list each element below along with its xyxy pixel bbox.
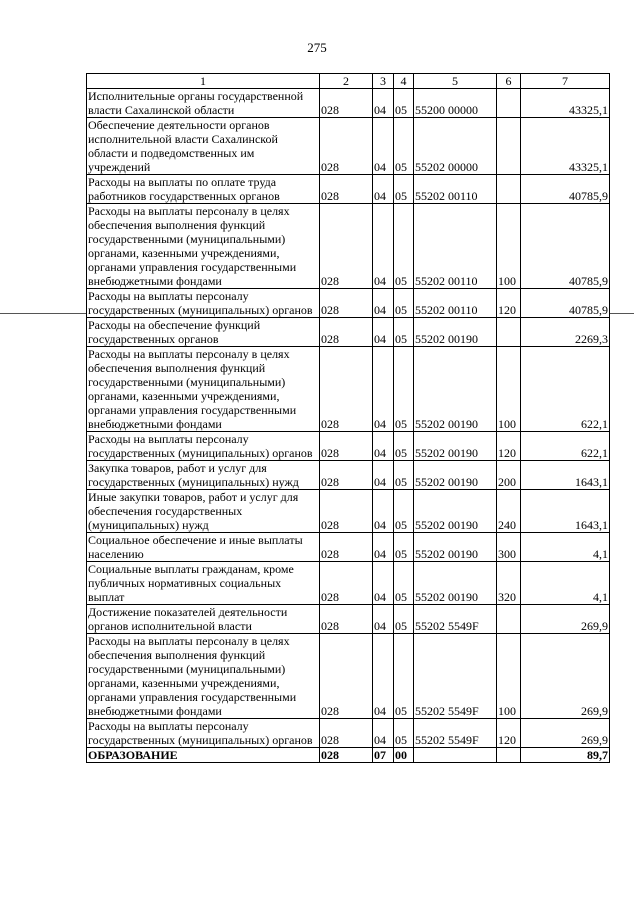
row-sum-cell: 2269,3 (521, 318, 610, 347)
table-row (87, 289, 610, 318)
row-csr-cell: 55202 00190 (414, 533, 497, 562)
row-pr-cell: 05 (394, 289, 414, 318)
row-rz-cell: 04 (373, 562, 394, 605)
scan-line-left (0, 313, 86, 314)
row-name-cell: Расходы на выплаты персоналу в целях обеспечения выполнения функций государственными (муниципальными) органами, казенными учреждениями, органами управления государственными внебюджетными фондами (87, 204, 320, 289)
row-rz-cell: 04 (373, 461, 394, 490)
row-gr-cell: 028 (320, 719, 373, 748)
row-rz-cell: 04 (373, 634, 394, 719)
row-sum-cell: 43325,1 (521, 89, 610, 118)
table-row (87, 89, 610, 118)
row-vr-cell: 320 (497, 562, 521, 605)
row-sum-cell: 1643,1 (521, 490, 610, 533)
table-row (87, 533, 610, 562)
header-cell: 7 (521, 74, 610, 89)
row-pr-cell: 05 (394, 634, 414, 719)
row-csr-cell: 55202 5549F (414, 634, 497, 719)
table-row (87, 605, 610, 634)
row-gr-cell: 028 (320, 432, 373, 461)
row-csr-cell: 55202 00190 (414, 432, 497, 461)
row-rz-cell: 07 (373, 748, 394, 763)
row-vr-cell: 100 (497, 347, 521, 432)
row-vr-cell (497, 118, 521, 175)
row-csr-cell: 55200 00000 (414, 89, 497, 118)
header-cell: 5 (414, 74, 497, 89)
row-csr-cell: 55202 00000 (414, 118, 497, 175)
row-vr-cell: 120 (497, 719, 521, 748)
row-rz-cell: 04 (373, 432, 394, 461)
row-vr-cell (497, 89, 521, 118)
row-vr-cell: 240 (497, 490, 521, 533)
row-vr-cell: 200 (497, 461, 521, 490)
row-pr-cell: 00 (394, 748, 414, 763)
row-name-cell: Расходы на выплаты персоналу государственных (муниципальных) органов (87, 432, 320, 461)
row-pr-cell: 05 (394, 432, 414, 461)
table-body (87, 89, 610, 763)
row-gr-cell: 028 (320, 634, 373, 719)
row-rz-cell: 04 (373, 605, 394, 634)
row-gr-cell: 028 (320, 748, 373, 763)
row-pr-cell: 05 (394, 461, 414, 490)
row-sum-cell: 269,9 (521, 605, 610, 634)
row-rz-cell: 04 (373, 89, 394, 118)
row-rz-cell: 04 (373, 719, 394, 748)
row-rz-cell: 04 (373, 289, 394, 318)
row-sum-cell: 269,9 (521, 634, 610, 719)
row-gr-cell: 028 (320, 89, 373, 118)
row-name-cell: Достижение показателей деятельности органов исполнительной власти (87, 605, 320, 634)
row-vr-cell: 120 (497, 432, 521, 461)
row-sum-cell: 40785,9 (521, 204, 610, 289)
row-pr-cell: 05 (394, 347, 414, 432)
table-row (87, 719, 610, 748)
row-csr-cell (414, 748, 497, 763)
row-csr-cell: 55202 00110 (414, 289, 497, 318)
row-csr-cell: 55202 00190 (414, 461, 497, 490)
row-name-cell: Закупка товаров, работ и услуг для государственных (муниципальных) нужд (87, 461, 320, 490)
row-vr-cell (497, 748, 521, 763)
table-row (87, 318, 610, 347)
row-csr-cell: 55202 5549F (414, 719, 497, 748)
page-number: 275 (307, 40, 327, 55)
row-gr-cell: 028 (320, 461, 373, 490)
row-csr-cell: 55202 00190 (414, 318, 497, 347)
row-gr-cell: 028 (320, 318, 373, 347)
header-cell: 1 (87, 74, 320, 89)
header-cell: 2 (320, 74, 373, 89)
row-vr-cell: 100 (497, 634, 521, 719)
row-pr-cell: 05 (394, 490, 414, 533)
row-csr-cell: 55202 00190 (414, 490, 497, 533)
row-sum-cell: 269,9 (521, 719, 610, 748)
row-pr-cell: 05 (394, 318, 414, 347)
row-gr-cell: 028 (320, 204, 373, 289)
row-name-cell: Расходы на выплаты персоналу государственных (муниципальных) органов (87, 289, 320, 318)
table-row (87, 204, 610, 289)
row-sum-cell: 1643,1 (521, 461, 610, 490)
row-name-cell: ОБРАЗОВАНИЕ (87, 748, 320, 763)
row-pr-cell: 05 (394, 605, 414, 634)
row-rz-cell: 04 (373, 318, 394, 347)
row-pr-cell: 05 (394, 533, 414, 562)
row-sum-cell: 43325,1 (521, 118, 610, 175)
row-rz-cell: 04 (373, 490, 394, 533)
row-rz-cell: 04 (373, 204, 394, 289)
row-pr-cell: 05 (394, 118, 414, 175)
budget-table (86, 73, 610, 763)
row-gr-cell: 028 (320, 118, 373, 175)
header-cell: 6 (497, 74, 521, 89)
header-cell: 3 (373, 74, 394, 89)
header-row (87, 74, 610, 89)
row-gr-cell: 028 (320, 533, 373, 562)
row-pr-cell: 05 (394, 719, 414, 748)
row-vr-cell (497, 318, 521, 347)
row-vr-cell (497, 605, 521, 634)
row-sum-cell: 89,7 (521, 748, 610, 763)
row-csr-cell: 55202 00110 (414, 204, 497, 289)
row-name-cell: Иные закупки товаров, работ и услуг для обеспечения государственных (муниципальных) нужд (87, 490, 320, 533)
row-csr-cell: 55202 5549F (414, 605, 497, 634)
row-vr-cell: 300 (497, 533, 521, 562)
table-row (87, 748, 610, 763)
row-gr-cell: 028 (320, 490, 373, 533)
row-name-cell: Расходы на обеспечение функций государственных органов (87, 318, 320, 347)
table-row (87, 634, 610, 719)
row-rz-cell: 04 (373, 533, 394, 562)
row-csr-cell: 55202 00110 (414, 175, 497, 204)
row-sum-cell: 4,1 (521, 533, 610, 562)
row-gr-cell: 028 (320, 562, 373, 605)
row-gr-cell: 028 (320, 605, 373, 634)
row-sum-cell: 622,1 (521, 347, 610, 432)
header-cell: 4 (394, 74, 414, 89)
row-vr-cell (497, 175, 521, 204)
row-name-cell: Расходы на выплаты персоналу государственных (муниципальных) органов (87, 719, 320, 748)
row-name-cell: Расходы на выплаты по оплате труда работников государственных органов (87, 175, 320, 204)
table-row (87, 562, 610, 605)
table-row (87, 432, 610, 461)
row-name-cell: Социальные выплаты гражданам, кроме публичных нормативных социальных выплат (87, 562, 320, 605)
table-row (87, 118, 610, 175)
row-csr-cell: 55202 00190 (414, 347, 497, 432)
row-name-cell: Исполнительные органы государственной власти Сахалинской области (87, 89, 320, 118)
row-pr-cell: 05 (394, 204, 414, 289)
row-sum-cell: 622,1 (521, 432, 610, 461)
row-gr-cell: 028 (320, 347, 373, 432)
row-vr-cell: 120 (497, 289, 521, 318)
row-rz-cell: 04 (373, 175, 394, 204)
row-name-cell: Расходы на выплаты персоналу в целях обеспечения выполнения функций государственными (муниципальными) органами, казенными учреждениями, органами управления государственными внебюджетными фондами (87, 347, 320, 432)
row-sum-cell: 40785,9 (521, 175, 610, 204)
row-pr-cell: 05 (394, 175, 414, 204)
table-row (87, 175, 610, 204)
table-row (87, 347, 610, 432)
row-pr-cell: 05 (394, 89, 414, 118)
table-row (87, 490, 610, 533)
scan-line-right (609, 313, 634, 314)
row-sum-cell: 40785,9 (521, 289, 610, 318)
row-gr-cell: 028 (320, 289, 373, 318)
row-rz-cell: 04 (373, 118, 394, 175)
row-vr-cell: 100 (497, 204, 521, 289)
row-rz-cell: 04 (373, 347, 394, 432)
row-gr-cell: 028 (320, 175, 373, 204)
row-pr-cell: 05 (394, 562, 414, 605)
row-name-cell: Социальное обеспечение и иные выплаты населению (87, 533, 320, 562)
row-name-cell: Обеспечение деятельности органов исполнительной власти Сахалинской области и подведомственных им учреждений (87, 118, 320, 175)
table-row (87, 461, 610, 490)
row-csr-cell: 55202 00190 (414, 562, 497, 605)
row-name-cell: Расходы на выплаты персоналу в целях обеспечения выполнения функций государственными (муниципальными) органами, казенными учреждениями, органами управления государственными внебюджетными фондами (87, 634, 320, 719)
row-sum-cell: 4,1 (521, 562, 610, 605)
